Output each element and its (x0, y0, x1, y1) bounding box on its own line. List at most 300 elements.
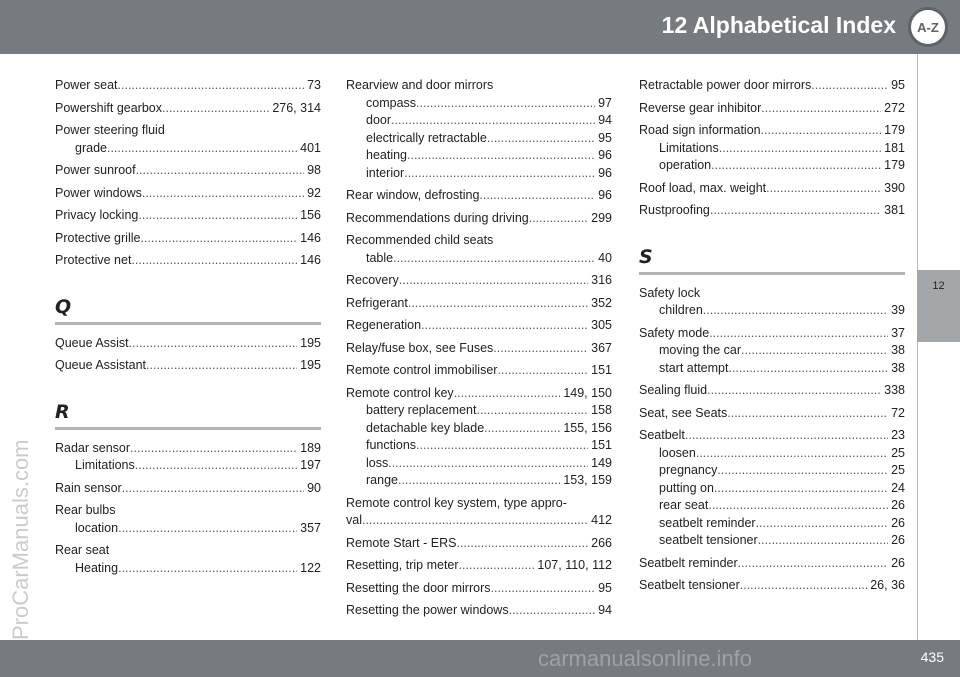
index-column-3 (639, 77, 905, 600)
index-entry-row (639, 325, 905, 343)
entry-term: Seat, see Seats (639, 405, 728, 420)
entry-term: Protective net (55, 253, 132, 267)
page-ref[interactable]: 95 (598, 130, 612, 145)
index-entry (639, 202, 905, 220)
dot-leader (766, 180, 881, 198)
index-entry-row (639, 122, 905, 140)
dot-leader (719, 140, 881, 158)
index-subentry (346, 472, 612, 490)
page-ref[interactable]: 153, 159 (563, 473, 612, 487)
page-ref[interactable]: 72 (891, 405, 905, 420)
dot-leader (493, 340, 588, 358)
entry-term: Safety mode (639, 325, 710, 340)
dot-leader (122, 480, 304, 498)
page-ref[interactable]: 151 (591, 438, 612, 452)
dot-leader (476, 402, 588, 420)
index-subentry (55, 520, 321, 538)
index-entry (346, 340, 612, 358)
dot-leader (456, 535, 588, 553)
page-ref[interactable]: 276, 314 (272, 100, 321, 115)
page-ref[interactable]: 23 (891, 428, 905, 442)
dot-leader (130, 440, 297, 458)
entry-term: location (75, 520, 119, 535)
page-ref[interactable]: 95 (598, 580, 612, 595)
chapter-title: 12 Alphabetical Index (661, 12, 896, 38)
entry-term: Power steering fluid (55, 123, 165, 137)
page-ref[interactable]: 25 (891, 463, 905, 477)
page-ref[interactable]: 26, 36 (870, 578, 905, 592)
index-entry (346, 495, 612, 530)
dot-leader (399, 272, 588, 290)
dot-leader (529, 210, 588, 228)
entry-term: detachable key blade (366, 420, 485, 435)
entry-term: putting on (659, 480, 714, 495)
chapter-tab-label: 12 (932, 280, 945, 292)
page-ref[interactable]: 96 (598, 188, 612, 202)
index-subentry (55, 140, 321, 158)
entry-term: Road sign information (639, 123, 761, 137)
index-entry-row (639, 577, 905, 595)
dot-leader (416, 95, 595, 113)
index-entry (55, 252, 321, 270)
dot-leader (146, 357, 297, 375)
page-ref[interactable]: 412 (591, 513, 612, 527)
index-entry-row (346, 385, 612, 403)
entry-term: Remote control key system, type appro- (346, 495, 567, 510)
page-ref[interactable]: 39 (891, 303, 905, 317)
entry-term: Seatbelt tensioner (639, 578, 740, 592)
dot-leader (118, 560, 297, 578)
watermark-left: ProCarManuals.com (8, 439, 33, 640)
dot-leader (685, 427, 888, 445)
index-subentry (639, 532, 905, 550)
dot-leader (709, 325, 888, 343)
page-header (0, 0, 960, 54)
index-entry (55, 480, 321, 498)
dot-leader (138, 207, 297, 225)
entry-term: Reverse gear inhibitor (639, 100, 762, 115)
index-subentry (639, 445, 905, 463)
dot-leader (707, 382, 881, 400)
index-entry (346, 602, 612, 620)
index-entry-row (346, 602, 612, 620)
entry-term: Protective grille (55, 230, 141, 245)
watermark-bottom: carmanualsonline.info (538, 646, 753, 671)
index-entry-row (346, 512, 612, 530)
page-ref[interactable]: 299 (591, 210, 612, 225)
section-letter: S (639, 245, 653, 268)
index-entry-row (55, 440, 321, 458)
page-ref[interactable]: 149, 150 (563, 385, 612, 400)
page-footer (0, 640, 960, 677)
dot-leader (708, 497, 888, 515)
dot-leader (703, 302, 888, 320)
index-entry (346, 385, 612, 490)
dot-leader (479, 187, 595, 205)
section-letter: R (55, 400, 70, 423)
entry-term: Regeneration (346, 318, 422, 332)
page-ref[interactable]: 367 (591, 340, 612, 355)
index-entry (55, 542, 321, 577)
letter-section-header (55, 296, 321, 325)
page-ref[interactable]: 197 (300, 458, 321, 472)
index-entry-row (639, 202, 905, 220)
index-entry-row (346, 557, 612, 575)
dot-leader (497, 362, 588, 380)
page-ref[interactable]: 146 (300, 230, 321, 245)
index-subentry (639, 342, 905, 360)
index-subentry (639, 497, 905, 515)
dot-leader (129, 335, 297, 353)
page-ref[interactable]: 401 (300, 140, 321, 155)
page-ref[interactable]: 94 (598, 603, 612, 617)
dot-leader (758, 532, 888, 550)
entry-term: Queue Assist (55, 335, 129, 350)
index-entry-row (346, 340, 612, 358)
entry-term: start attempt (659, 360, 729, 375)
page-ref[interactable]: 73 (307, 78, 321, 92)
entry-term: Rear window, defrosting (346, 188, 480, 202)
dot-leader (711, 157, 881, 175)
az-index-icon-label: A-Z (917, 19, 939, 35)
dot-leader (738, 555, 888, 573)
index-entry (639, 325, 905, 378)
index-entry (346, 557, 612, 575)
index-entry-row (639, 405, 905, 423)
page-ref[interactable]: 155, 156 (563, 420, 612, 435)
dot-leader (421, 317, 588, 335)
dot-leader (162, 100, 269, 118)
index-entry (639, 405, 905, 423)
dot-leader (509, 602, 596, 620)
entry-term: Power seat (55, 78, 118, 92)
page-ref[interactable]: 266 (591, 535, 612, 550)
dot-leader (696, 445, 888, 463)
entry-term: Rear bulbs (55, 503, 116, 517)
entry-term: functions (366, 438, 417, 452)
index-entry (55, 502, 321, 537)
page-ref[interactable]: 94 (598, 113, 612, 127)
index-subentry (346, 95, 612, 113)
index-entry (55, 162, 321, 180)
page-ref[interactable]: 95 (891, 78, 905, 92)
index-subentry (346, 112, 612, 130)
index-entry-row (55, 252, 321, 270)
index-entry (639, 180, 905, 198)
index-entry (639, 555, 905, 573)
entry-term: Rear seat (55, 543, 110, 557)
entry-term: Remote control key (346, 385, 454, 400)
entry-term: Power sunroof (55, 163, 136, 177)
entry-term: Resetting the door mirrors (346, 580, 491, 595)
page-ref[interactable]: 37 (891, 325, 905, 340)
dot-leader (404, 165, 595, 183)
index-subentry (639, 462, 905, 480)
entry-term: Seatbelt (639, 428, 685, 442)
index-entry-row (346, 580, 612, 598)
index-entry (639, 100, 905, 118)
dot-leader (740, 577, 867, 595)
index-entry-row (639, 77, 905, 95)
index-entry (55, 335, 321, 353)
page-ref[interactable]: 26 (891, 533, 905, 547)
index-subentry (639, 157, 905, 175)
page-ref[interactable]: 338 (884, 383, 905, 397)
dot-leader (407, 147, 595, 165)
entry-term: compass (366, 95, 417, 110)
page-ref[interactable]: 316 (591, 273, 612, 287)
index-entry-row (55, 207, 321, 225)
dot-leader (393, 250, 595, 268)
entry-term: Queue Assistant (55, 358, 147, 372)
dot-leader (391, 112, 595, 130)
entry-term: rear seat (659, 498, 709, 512)
index-entry-row (639, 180, 905, 198)
page-ref[interactable]: 98 (307, 163, 321, 177)
index-entry (346, 535, 612, 553)
entry-term: Refrigerant (346, 295, 408, 310)
dot-leader (756, 515, 889, 533)
page-number: 435 (920, 649, 944, 665)
page-ref[interactable]: 381 (884, 203, 905, 217)
entry-term: Safety lock (639, 285, 701, 300)
index-entry (55, 207, 321, 225)
page-ref[interactable]: 158 (591, 403, 612, 417)
dot-leader (454, 385, 561, 403)
index-entry (639, 577, 905, 595)
letter-section-header (639, 246, 905, 275)
dot-leader (459, 557, 535, 575)
index-entry (639, 285, 905, 320)
entry-term: Recovery (346, 273, 399, 287)
page-ref[interactable]: 189 (300, 440, 321, 455)
entry-term: Recommended child seats (346, 233, 494, 247)
index-entry-row (55, 100, 321, 118)
index-entry (639, 427, 905, 550)
index-entry-row (346, 210, 612, 228)
index-entry-row (346, 535, 612, 553)
page-ref[interactable]: 156 (300, 208, 321, 222)
page-ref[interactable]: 26 (891, 515, 905, 530)
dot-leader (484, 420, 560, 438)
entry-term: Rain sensor (55, 480, 122, 495)
index-subentry (346, 420, 612, 438)
entry-term: Resetting the power windows (346, 603, 509, 617)
page-ref[interactable]: 24 (891, 480, 905, 495)
page-ref[interactable]: 122 (300, 560, 321, 575)
dot-leader (136, 162, 304, 180)
entry-term: table (366, 250, 394, 265)
index-subentry (346, 250, 612, 268)
dot-leader (140, 230, 297, 248)
entry-term: Recommendations during driving (346, 210, 529, 225)
entry-term: operation (659, 158, 712, 172)
index-entry-row (346, 317, 612, 335)
page-ref[interactable]: 96 (598, 148, 612, 162)
index-entry-row (346, 272, 612, 290)
entry-term: seatbelt reminder (659, 515, 756, 530)
entry-term: Remote Start - ERS (346, 535, 457, 550)
page-ref[interactable]: 195 (300, 335, 321, 350)
index-subentry (346, 147, 612, 165)
entry-term: Powershift gearbox (55, 100, 163, 115)
entry-term: heating (366, 148, 408, 162)
sidebar-divider (917, 54, 918, 640)
index-column-2 (346, 77, 612, 625)
index-entry-row (55, 335, 321, 353)
index-entry (639, 382, 905, 400)
index-entry (346, 232, 612, 267)
page-ref[interactable]: 305 (591, 318, 612, 332)
index-entry (346, 187, 612, 205)
index-entry-row (639, 100, 905, 118)
page-ref[interactable]: 390 (884, 180, 905, 195)
page-ref[interactable]: 146 (300, 253, 321, 267)
index-subentry (639, 480, 905, 498)
entry-term: pregnancy (659, 463, 718, 477)
entry-term: Limitations (75, 458, 135, 472)
dot-leader (388, 455, 588, 473)
index-subentry (639, 302, 905, 320)
entry-term: battery replacement (366, 403, 477, 417)
page-ref[interactable]: 97 (598, 95, 612, 110)
index-entry (55, 230, 321, 248)
index-subentry (55, 560, 321, 578)
index-entry (346, 362, 612, 380)
dot-leader (118, 77, 305, 95)
entry-term-continued: val (346, 513, 362, 527)
page-ref[interactable]: 25 (891, 445, 905, 460)
entry-term: Rearview and door mirrors (346, 78, 494, 92)
dot-leader (107, 140, 297, 158)
section-rule (55, 427, 321, 430)
chapter-tab[interactable] (917, 270, 960, 342)
dot-leader (118, 520, 297, 538)
index-entry (346, 272, 612, 290)
page-ref[interactable]: 26 (891, 555, 905, 570)
index-entry-row (55, 77, 321, 95)
entry-term: Radar sensor (55, 440, 131, 455)
page-ref[interactable]: 149 (591, 455, 612, 470)
page-ref[interactable]: 40 (598, 250, 612, 265)
page-ref[interactable]: 179 (884, 123, 905, 137)
page-ref[interactable]: 38 (891, 343, 905, 357)
entry-term: Privacy locking (55, 208, 139, 222)
page-ref[interactable]: 90 (307, 480, 321, 495)
index-entry-row (346, 295, 612, 313)
entry-term: Roof load, max. weight (639, 180, 767, 195)
index-entry (346, 317, 612, 335)
dot-leader (491, 580, 596, 598)
index-entry-row (55, 480, 321, 498)
page-ref[interactable]: 195 (300, 358, 321, 372)
dot-leader (142, 185, 304, 203)
dot-leader (710, 202, 881, 220)
index-entry (346, 210, 612, 228)
dot-leader (761, 122, 882, 140)
index-entry-row (55, 185, 321, 203)
section-rule (639, 272, 905, 275)
index-subentry (346, 455, 612, 473)
entry-term: moving the car (659, 343, 741, 357)
entry-term: Resetting, trip meter (346, 558, 459, 572)
entry-term: Retractable power door mirrors (639, 78, 812, 92)
entry-term: Sealing fluid (639, 383, 708, 397)
entry-term: Power windows (55, 185, 142, 200)
entry-term: Rustproofing (639, 203, 710, 217)
index-column-1 (55, 77, 321, 582)
index-entry-row (639, 382, 905, 400)
index-entry-row (55, 162, 321, 180)
page-ref[interactable]: 352 (591, 295, 612, 310)
index-entry (55, 77, 321, 95)
page-ref[interactable]: 107, 110, 112 (537, 558, 612, 572)
entry-term: electrically retractable (366, 130, 487, 145)
index-subentry (346, 165, 612, 183)
index-entry (55, 185, 321, 203)
dot-leader (811, 77, 888, 95)
entry-term: Heating (75, 560, 119, 575)
entry-term: range (366, 473, 398, 487)
index-entry (639, 77, 905, 95)
section-rule (55, 322, 321, 325)
index-entry (55, 440, 321, 475)
page-ref[interactable]: 26 (891, 498, 905, 512)
entry-term: seatbelt tensioner (659, 533, 758, 547)
page-ref[interactable]: 92 (307, 185, 321, 200)
az-index-icon (908, 7, 948, 47)
entry-term: loosen (659, 445, 696, 460)
dot-leader (727, 405, 888, 423)
index-subentry (55, 457, 321, 475)
dot-leader (717, 462, 888, 480)
dot-leader (362, 512, 588, 530)
index-entry (639, 122, 905, 175)
entry-term: door (366, 113, 392, 127)
page-ref[interactable]: 96 (598, 165, 612, 180)
index-entry-row (639, 427, 905, 445)
entry-term: Seatbelt reminder (639, 555, 738, 570)
entry-term: grade (75, 140, 107, 155)
page-ref[interactable]: 272 (884, 100, 905, 115)
dot-leader (408, 295, 588, 313)
page-ref[interactable]: 181 (884, 140, 905, 155)
entry-term: Limitations (659, 140, 719, 155)
index-subentry (346, 130, 612, 148)
index-subentry (346, 437, 612, 455)
letter-section-header (55, 401, 321, 430)
entry-term: Remote control immobiliser (346, 363, 498, 377)
page-ref[interactable]: 38 (891, 360, 905, 375)
dot-leader (728, 360, 888, 378)
index-entry (55, 357, 321, 375)
page-ref[interactable]: 179 (884, 158, 905, 172)
entry-term: loss (366, 455, 389, 470)
dot-leader (398, 472, 560, 490)
dot-leader (487, 130, 595, 148)
index-subentry (639, 360, 905, 378)
dot-leader (741, 342, 888, 360)
dot-leader (714, 480, 888, 498)
index-entry-row (346, 187, 612, 205)
page-ref[interactable]: 151 (591, 363, 612, 377)
dot-leader (416, 437, 588, 455)
index-entry (346, 580, 612, 598)
index-entry (346, 295, 612, 313)
index-entry-row (55, 357, 321, 375)
index-subentry (639, 515, 905, 533)
page-ref[interactable]: 357 (300, 520, 321, 535)
